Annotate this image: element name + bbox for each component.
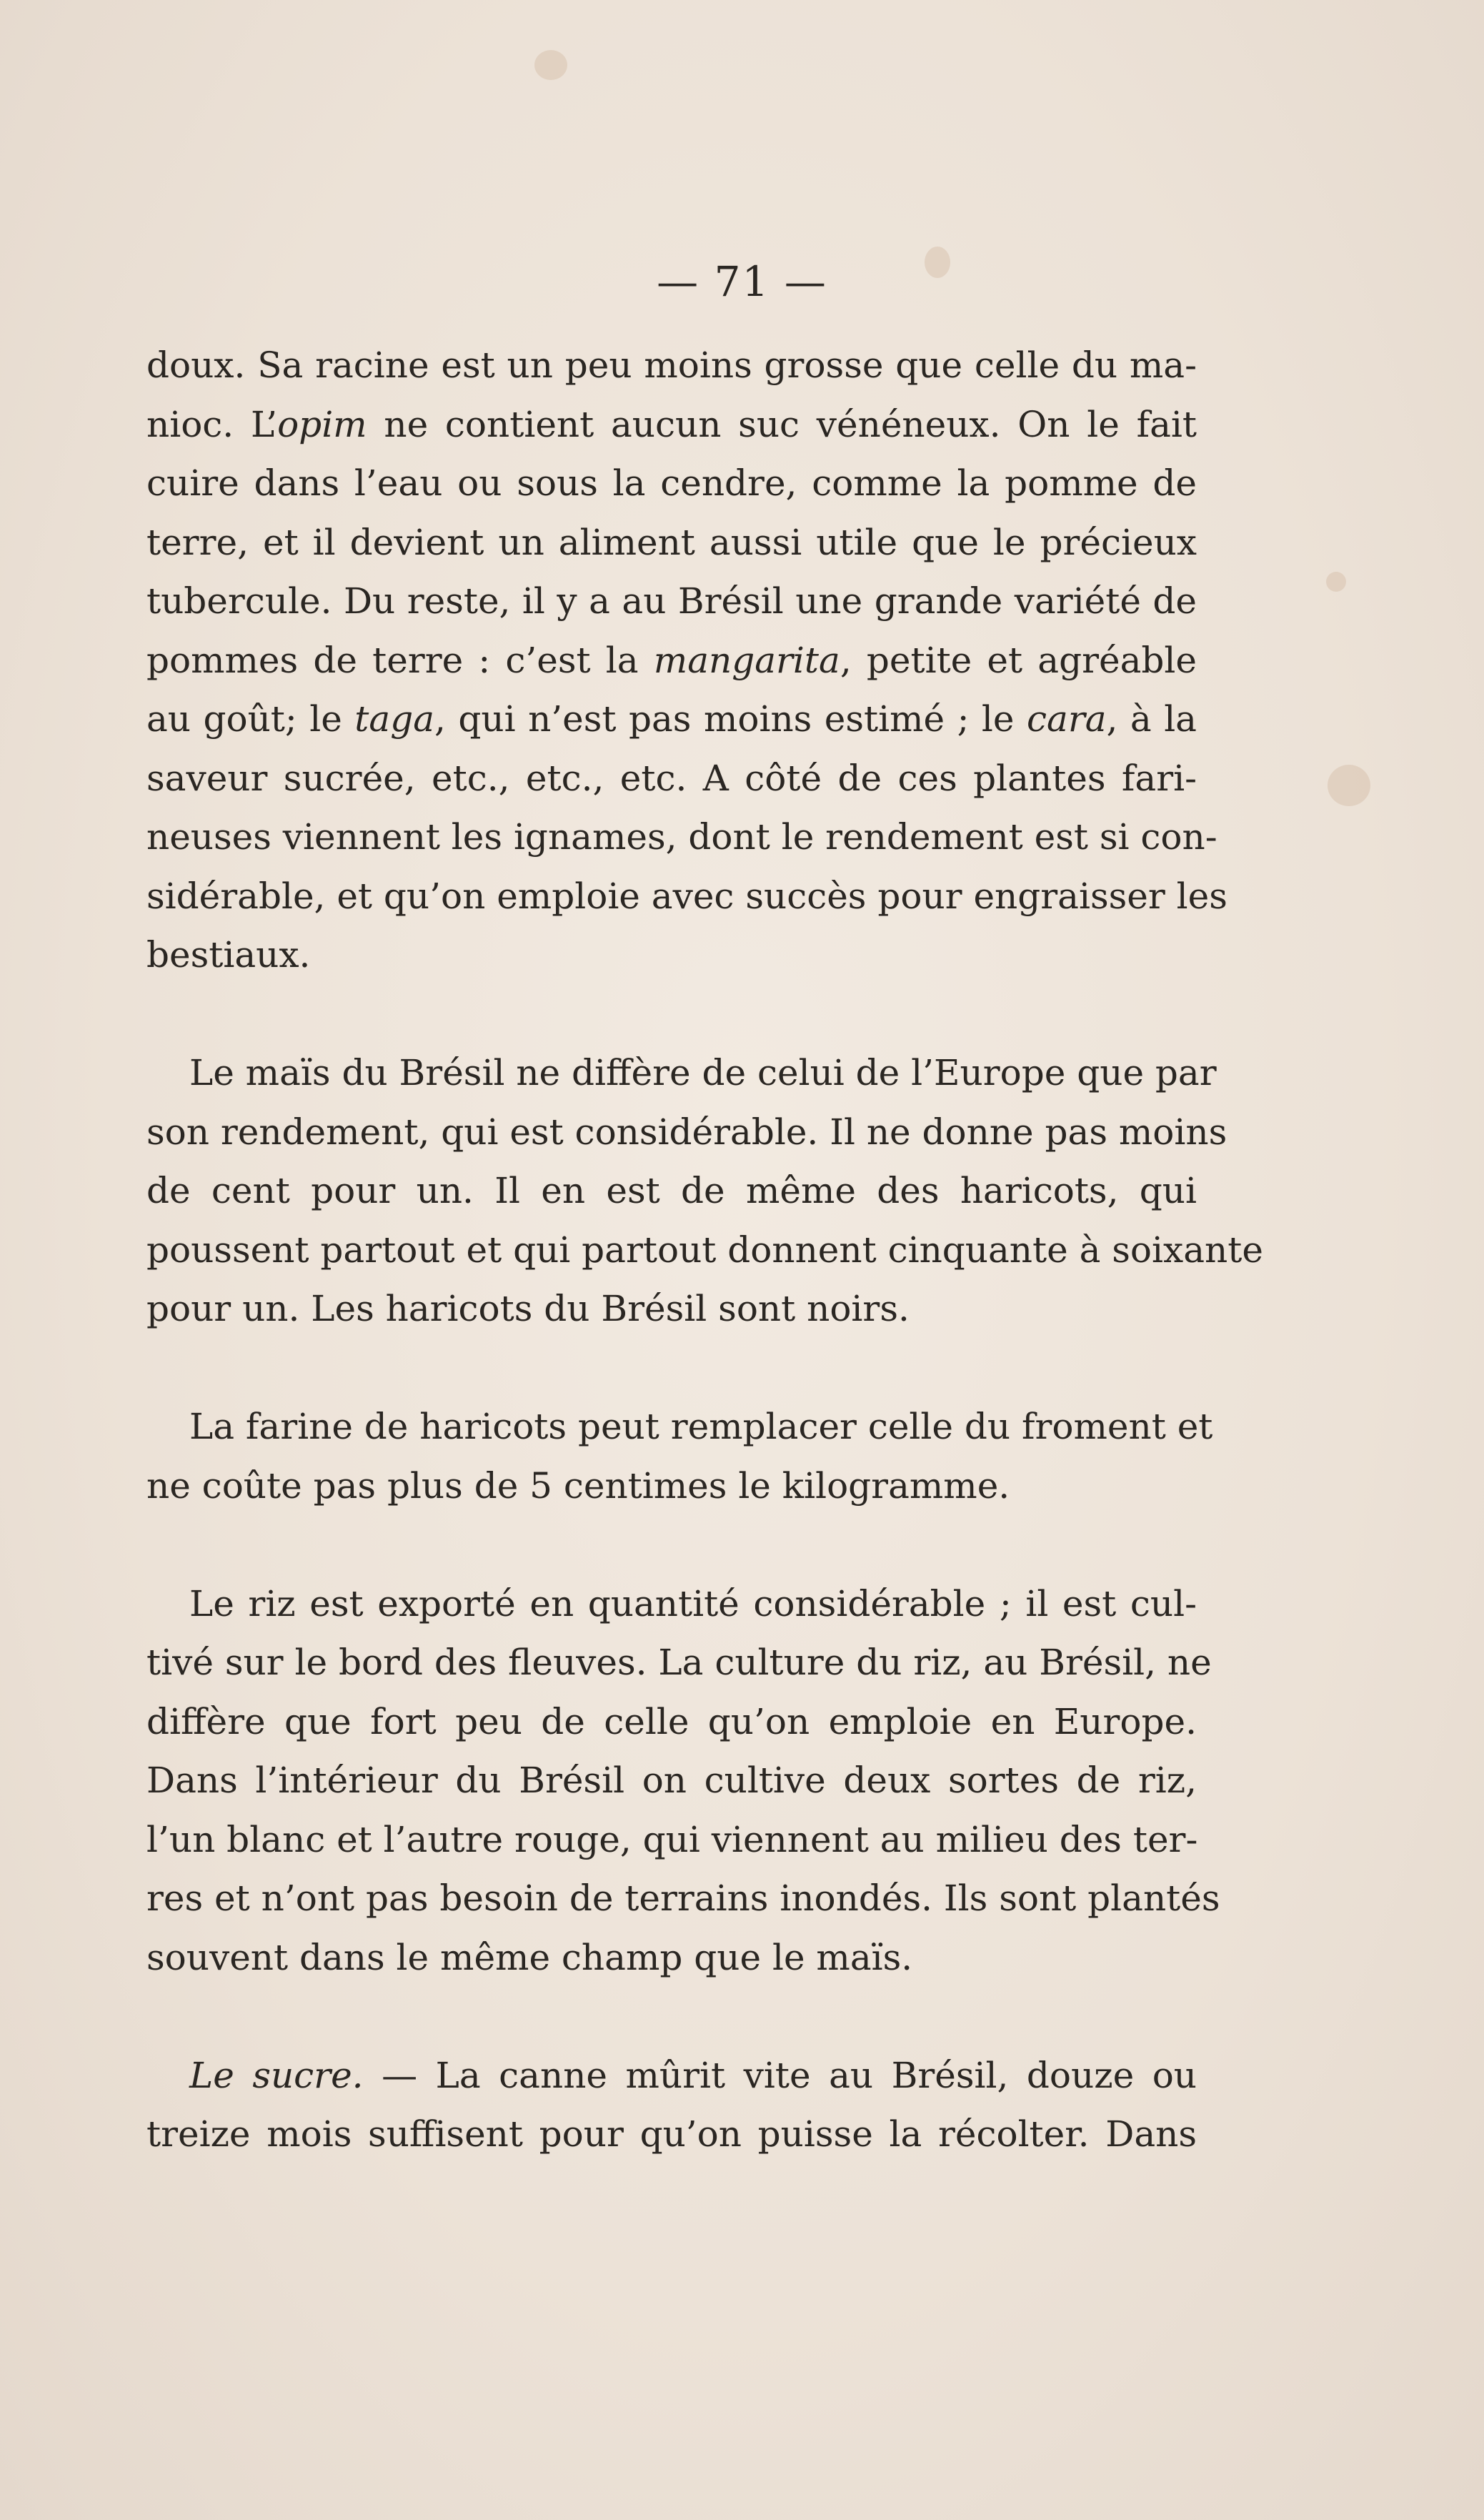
paragraph-gap [146, 1515, 1197, 1574]
paper-stain [1328, 765, 1370, 806]
page-number: — 71 — [657, 257, 827, 306]
paragraph-gap [146, 1987, 1197, 2046]
text-line: neuses viennent les ignames, dont le rendement est si con- [146, 816, 1217, 858]
text-line: treize mois suffisent pour qu’on puisse la récolter. Dans [146, 2113, 1197, 2155]
text-line: res et n’ont pas besoin de terrains inondés. Ils sont plantés [146, 1877, 1220, 1919]
text-line: tivé sur le bord des fleuves. La culture du riz, au Brésil, ne [146, 1642, 1212, 1683]
text-line: La farine de haricots peut remplacer celle du froment et [189, 1406, 1213, 1447]
text-line: son rendement, qui est considérable. Il ne donne pas moins [146, 1111, 1227, 1153]
text-line: terre, et il devient un aliment aussi utile que le précieux [146, 521, 1197, 563]
text-line: au goût; le taga, qui n’est pas moins estimé ; le cara, à la [146, 698, 1197, 740]
text-line: diffère que fort peu de celle qu’on emploie en Europe. [146, 1700, 1197, 1742]
text-line: Dans l’intérieur du Brésil on cultive deux sortes de riz, [146, 1760, 1197, 1801]
italic-term: cara [1027, 698, 1107, 740]
text-line: cuire dans l’eau ou sous la cendre, comme la pomme de [146, 462, 1197, 504]
italic-term: taga [354, 698, 435, 740]
text-line: pommes de terre : c’est la mangarita, petite et agréable [146, 639, 1197, 681]
paragraph-gap [146, 1339, 1197, 1398]
italic-term: mangarita [653, 639, 840, 681]
text-line: tubercule. Du reste, il y a au Brésil une grande variété de [146, 580, 1197, 622]
paragraph-gap [146, 985, 1197, 1044]
italic-term: opim [277, 403, 367, 445]
text-line: de cent pour un. Il en est de même des haricots, qui [146, 1170, 1197, 1211]
text-line: nioc. L’opim ne contient aucun suc vénéneux. On le fait [146, 403, 1197, 445]
text-line: Le maïs du Brésil ne diffère de celui de l’Europe que par [189, 1052, 1217, 1093]
paper-stain [534, 50, 567, 80]
text-line: l’un blanc et l’autre rouge, qui viennent au milieu des ter- [146, 1818, 1198, 1860]
text-line: Le sucre. — La canne mûrit vite au Brésil, douze ou [189, 2054, 1197, 2096]
text-line: Le riz est exporté en quantité considérable ; il est cul- [189, 1582, 1197, 1624]
body-text [146, 336, 1263, 2164]
text-line: bestiaux. [146, 934, 311, 976]
paper-stain [1326, 572, 1346, 592]
text-line: sidérable, et qu’on emploie avec succès pour engraisser les [146, 875, 1227, 917]
italic-term: Le sucre. [189, 2054, 364, 2096]
text-line: poussent partout et qui partout donnent cinquante à soixante [146, 1229, 1263, 1271]
text-line: pour un. Les haricots du Brésil sont noirs. [146, 1288, 910, 1329]
text-line: souvent dans le même champ que le maïs. [146, 1936, 913, 1978]
text-line: doux. Sa racine est un peu moins grosse que celle du ma- [146, 344, 1197, 386]
text-line: ne coûte pas plus de 5 centimes le kilogramme. [146, 1464, 1010, 1507]
text-line: saveur sucrée, etc., etc., etc. A côté de ces plantes fari- [146, 757, 1197, 799]
